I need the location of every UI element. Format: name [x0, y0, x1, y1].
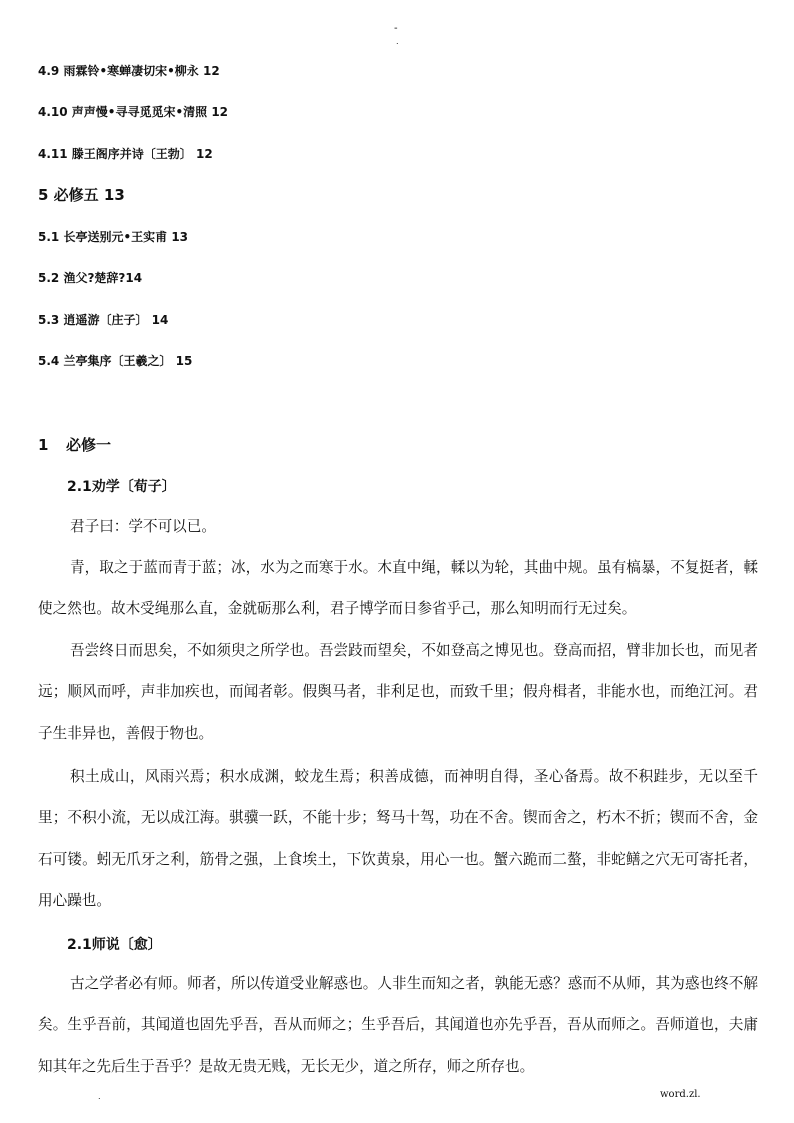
header-mark: -	[394, 23, 398, 34]
toc-num: 4.9	[38, 64, 60, 78]
toc-num: 4.10	[38, 105, 68, 119]
toc-num: 4.11	[38, 147, 68, 161]
toc-entry[interactable]	[38, 311, 168, 328]
body-paragraph: 积土成山，风雨兴焉；积水成渊，蛟龙生焉；积善成德，而神明自得，圣心备焉。故不积跬步，无以至千里；不积小流，无以成江海。骐骥一跃，不能十步；驽马十驾，功在不舍。锲而舍之，朽木不折；锲而不舍，金石可镂。蚓无爪牙之利，筋骨之强，上食埃土，下饮黄泉，用心一也。蟹六跪而二螯，非蛇鳝之穴无可寄托者，用心躁也。	[38, 768, 758, 909]
toc-text: 滕王阁序并诗〔王勃〕	[71, 147, 192, 161]
section-heading: 2.1劝学〔荀子〕	[67, 479, 176, 495]
toc-page: 12	[196, 147, 213, 161]
toc-entry-level1[interactable]	[38, 184, 125, 205]
toc-page: 12	[202, 64, 220, 78]
toc-text: 逍遥游〔庄子〕	[63, 313, 148, 327]
toc-page: 12	[211, 105, 229, 119]
footer-dot: .	[98, 1092, 101, 1101]
toc-text: 长亭送别元•王实甫	[63, 230, 168, 244]
toc-page: 13	[171, 230, 189, 244]
chapter-heading	[38, 434, 111, 455]
toc-entry[interactable]	[38, 352, 192, 369]
body-paragraph: 青，取之于蓝而青于蓝；冰，水为之而寒于水。木直中绳，輮以为轮，其曲中规。虽有槁暴，不复挺者，輮使之然也。故木受绳那么直，金就砺那么利，君子博学而日参省乎己，那么知明而行无过矣。	[38, 559, 758, 618]
toc-page: 14	[125, 271, 143, 285]
toc-text: 雨霖铃•寒蝉凄切宋•柳永	[63, 64, 199, 78]
toc-page: 13	[103, 186, 125, 204]
section-heading: 2.1师说〔愈〕	[67, 937, 162, 953]
body-paragraph: 君子曰：学不可以已。	[70, 518, 216, 535]
toc-text: 声声慢•寻寻觅觅宋•清照	[71, 105, 208, 119]
chapter-title: 必修一	[66, 436, 112, 454]
footer-brand: word.zl.	[660, 1089, 701, 1100]
toc-num: 5.4	[38, 354, 60, 368]
toc-page: 14	[151, 313, 169, 327]
toc-entry[interactable]	[38, 269, 142, 286]
toc-page: 15	[175, 354, 193, 368]
header-dot: .	[396, 37, 399, 46]
toc-entry[interactable]	[38, 228, 188, 245]
toc-entry[interactable]	[38, 62, 220, 79]
toc-num: 5.2	[38, 271, 60, 285]
toc-text: 必修五	[53, 186, 99, 204]
toc-text: 兰亭集序〔王羲之〕	[63, 354, 172, 368]
body-paragraph: 吾尝终日而思矣，不如须臾之所学也。吾尝跂而望矣，不如登高之博见也。登高而招，臂非加长也，而见者远；顺风而呼，声非加疾也，而闻者彰。假舆马者，非利足也，而致千里；假舟楫者，非能水也，而绝江河。君子生非异也，善假于物也。	[38, 642, 758, 742]
toc-num: 5.3	[38, 313, 60, 327]
body-paragraph: 古之学者必有师。师者，所以传道受业解惑也。人非生而知之者，孰能无惑？惑而不从师，其为惑也终不解矣。生乎吾前，其闻道也固先乎吾，吾从而师之；生乎吾后，其闻道也亦先乎吾，吾从而师之。吾师道也，夫庸知其年之先后生于吾乎？是故无贵无贱，无长无少，道之所存，师之所存也。	[38, 975, 758, 1075]
toc-num: 5.1	[38, 230, 60, 244]
chapter-number: 1	[38, 436, 49, 454]
toc-num: 5	[38, 186, 49, 204]
toc-entry[interactable]	[38, 145, 213, 162]
toc-entry[interactable]	[38, 103, 228, 120]
toc-text: 渔父?楚辞?	[63, 271, 126, 285]
